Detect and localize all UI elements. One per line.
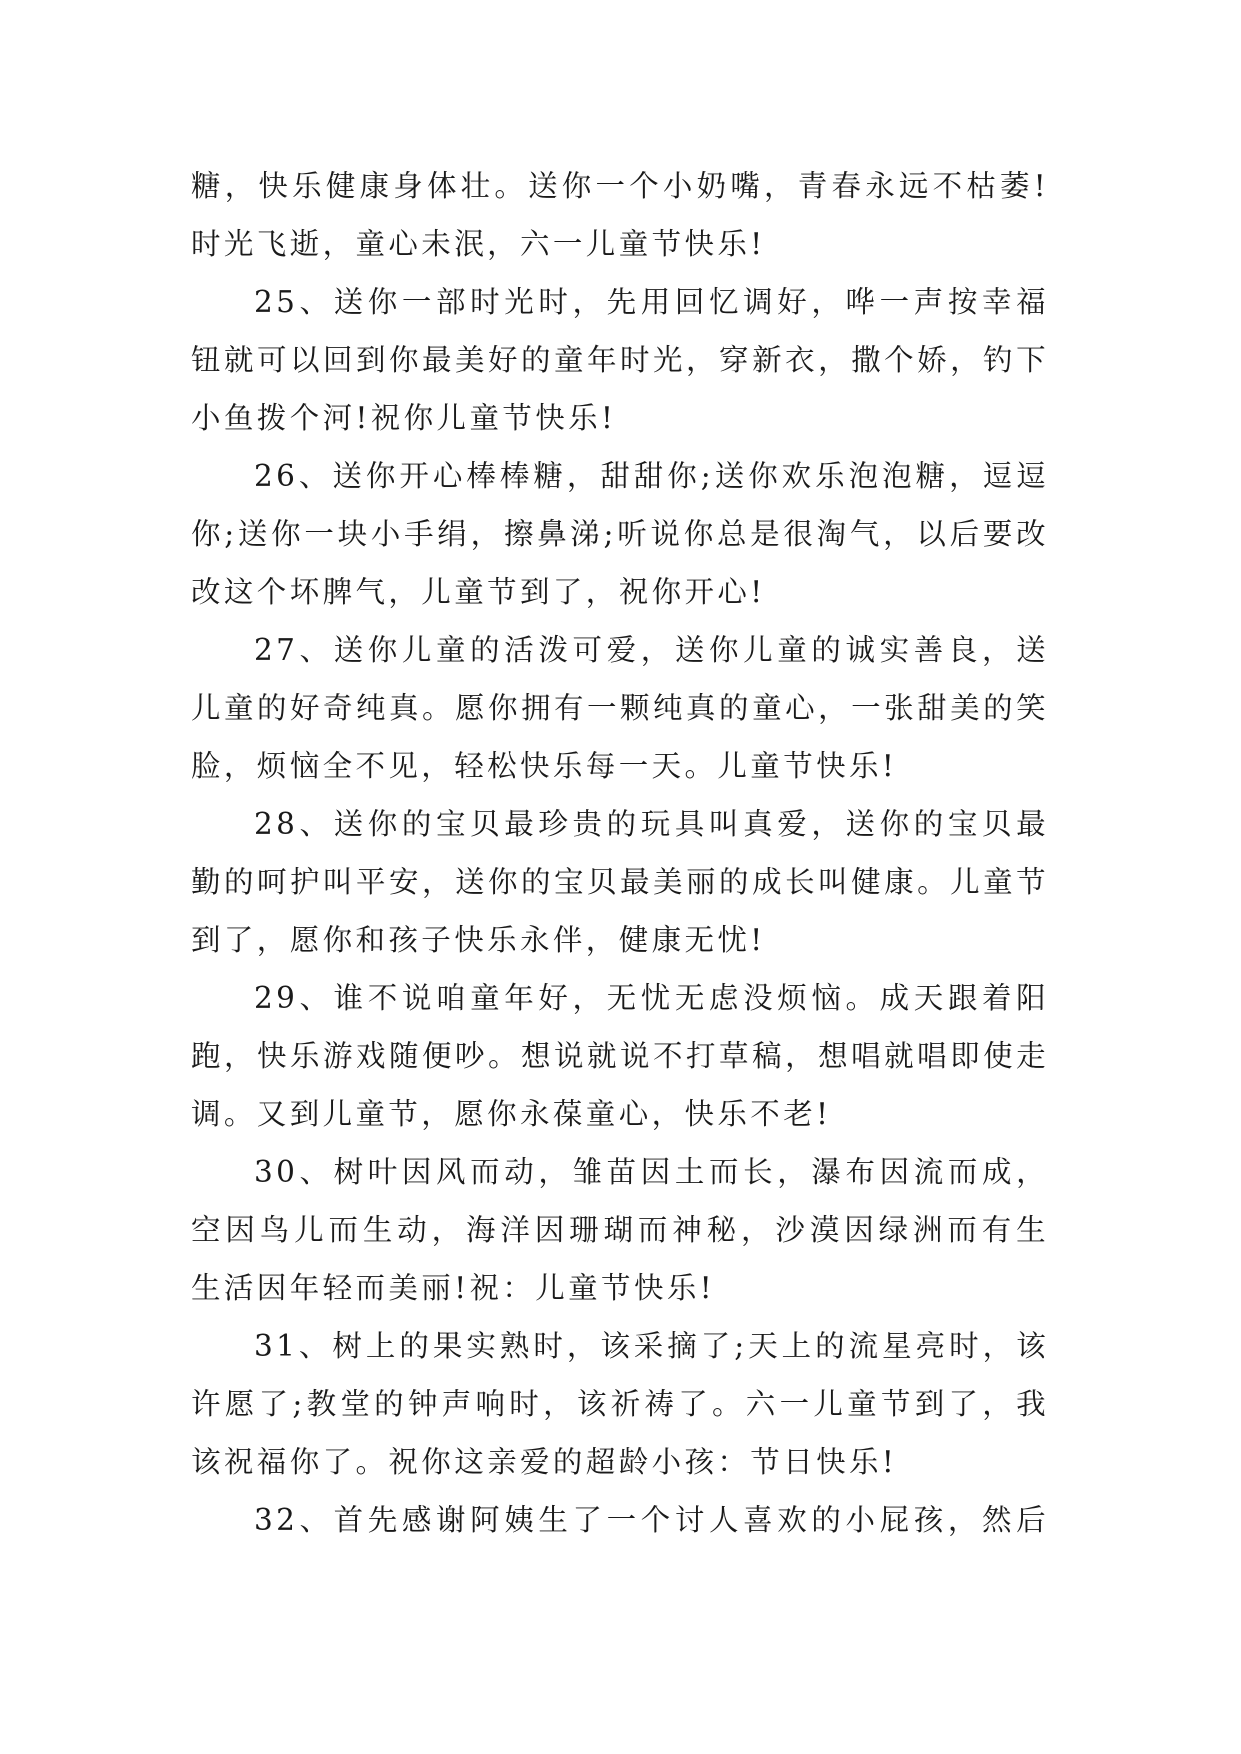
- text-line: 生活因年轻而美丽!祝：儿童节快乐!: [191, 1271, 716, 1305]
- text-line: 儿童的好奇纯真。愿你拥有一颗纯真的童心，一张甜美的笑: [191, 691, 1049, 725]
- text-line: 跑，快乐游戏随便吵。想说就说不打草稿，想唱就唱即使走: [191, 1039, 1049, 1073]
- text-line: 许愿了;教堂的钟声响时，该祈祷了。六一儿童节到了，我: [191, 1387, 1049, 1421]
- paragraph-start-line: 30、树叶因风而动，雏苗因土而长，瀑布因流而成，: [254, 1155, 1049, 1189]
- paragraph-start-line: 28、送你的宝贝最珍贵的玩具叫真爱，送你的宝贝最: [254, 807, 1049, 841]
- text-line: 时光飞逝，童心未泯，六一儿童节快乐!: [191, 227, 766, 261]
- text-line: 你;送你一块小手绢，擦鼻涕;听说你总是很淘气，以后要改: [191, 517, 1049, 551]
- document-body: [191, 157, 1049, 1549]
- paragraph-start-line: 32、首先感谢阿姨生了一个讨人喜欢的小屁孩，然后: [254, 1503, 1049, 1537]
- paragraph-start-line: 25、送你一部时光时，先用回忆调好，哗一声按幸福: [254, 285, 1049, 319]
- paragraph-start-line: 29、谁不说咱童年好，无忧无虑没烦恼。成天跟着阳: [254, 981, 1049, 1015]
- text-line: 改这个坏脾气，儿童节到了，祝你开心!: [191, 575, 766, 609]
- text-line: 调。又到儿童节，愿你永葆童心，快乐不老!: [191, 1097, 832, 1131]
- paragraph-start-line: 26、送你开心棒棒糖，甜甜你;送你欢乐泡泡糖，逗逗: [254, 459, 1049, 493]
- text-line: 到了，愿你和孩子快乐永伴，健康无忧!: [191, 923, 766, 957]
- text-line: 糖，快乐健康身体壮。送你一个小奶嘴，青春永远不枯萎!: [191, 169, 1049, 203]
- text-line: 脸，烦恼全不见，轻松快乐每一天。儿童节快乐!: [191, 749, 898, 783]
- text-line: 钮就可以回到你最美好的童年时光，穿新衣，撒个娇，钓下: [191, 343, 1049, 377]
- paragraph-start-line: 31、树上的果实熟时，该采摘了;天上的流星亮时，该: [254, 1329, 1049, 1363]
- text-line: 该祝福你了。祝你这亲爱的超龄小孩：节日快乐!: [191, 1445, 898, 1479]
- text-line: 空因鸟儿而生动，海洋因珊瑚而神秘，沙漠因绿洲而有生: [191, 1213, 1049, 1247]
- paragraph-start-line: 27、送你儿童的活泼可爱，送你儿童的诚实善良，送: [254, 633, 1049, 667]
- text-line: 小鱼拨个河!祝你儿童节快乐!: [191, 401, 617, 435]
- text-line: 勤的呵护叫平安，送你的宝贝最美丽的成长叫健康。儿童节: [191, 865, 1049, 899]
